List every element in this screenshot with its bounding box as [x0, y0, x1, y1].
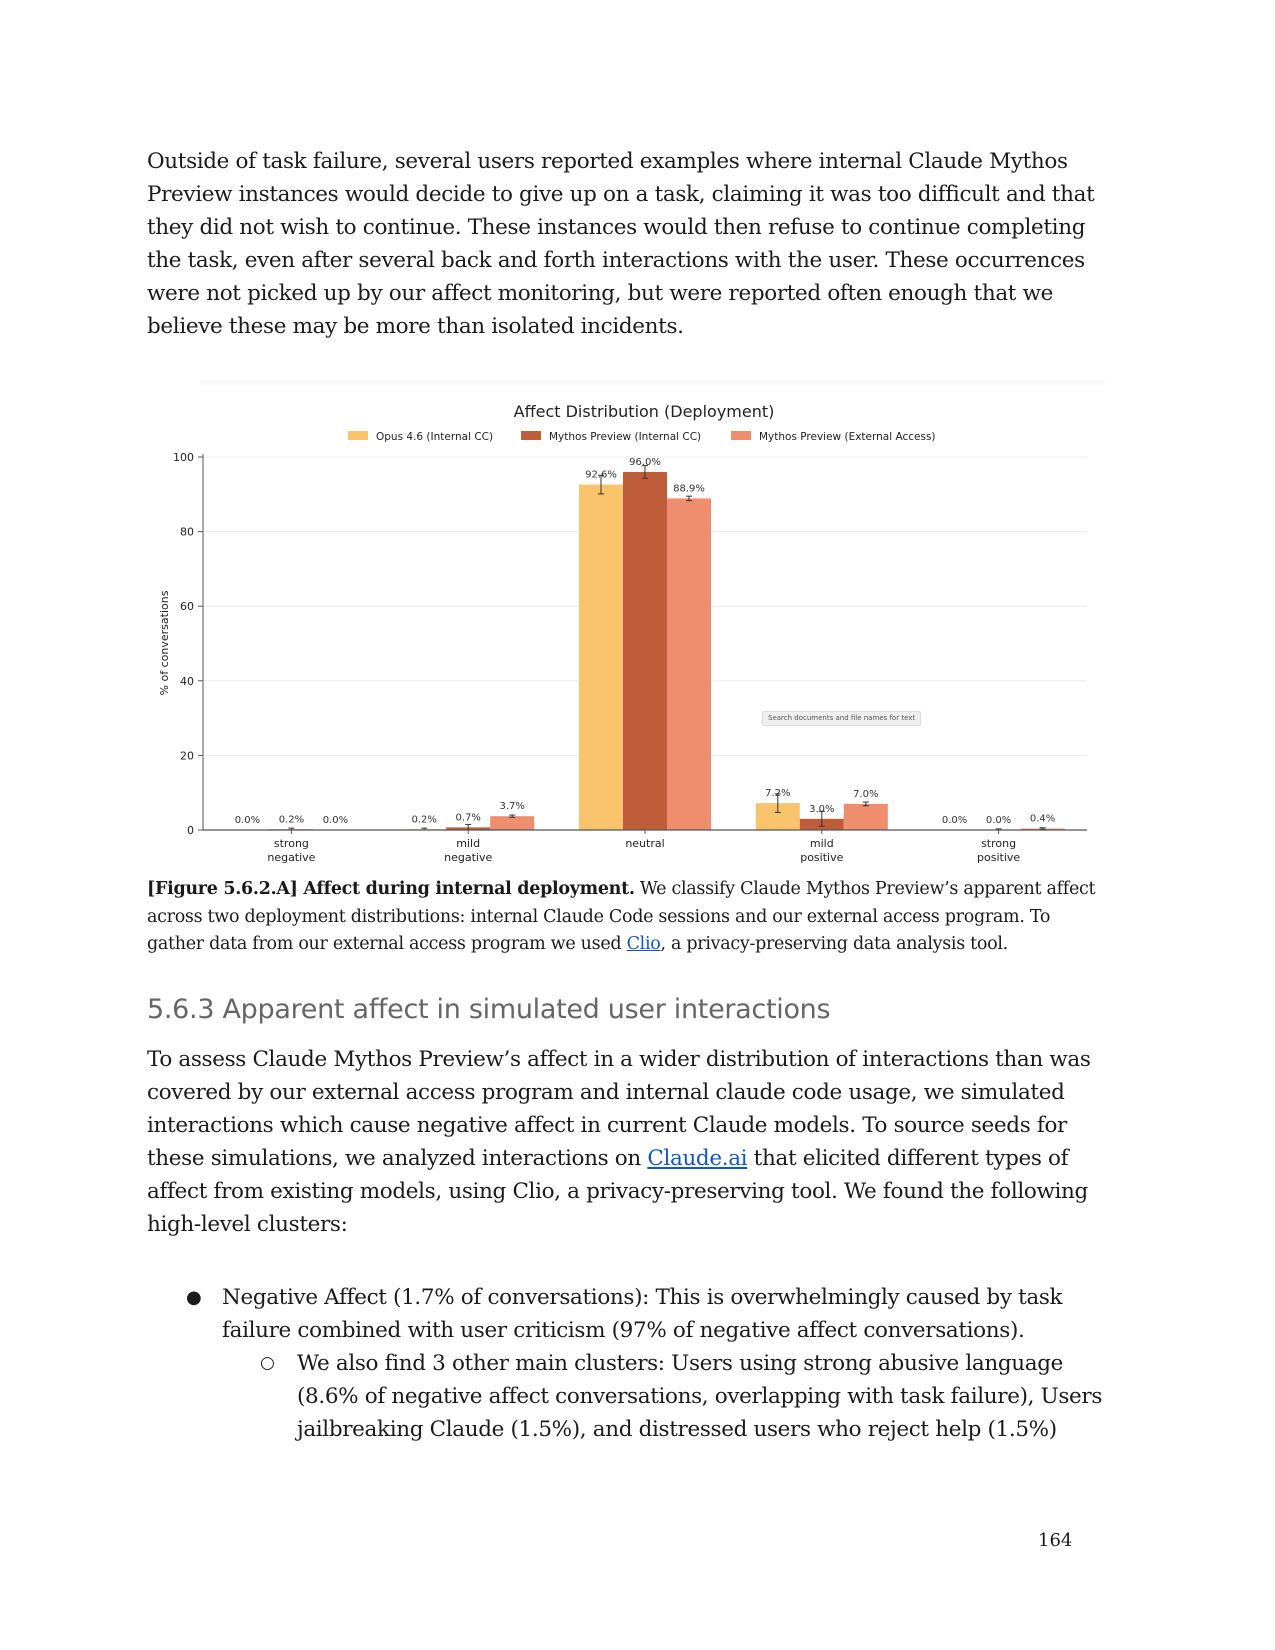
y-tick-label: 100: [173, 451, 194, 464]
claude-ai-link[interactable]: Claude.ai: [647, 1146, 748, 1171]
data-label: 3.7%: [499, 801, 525, 813]
data-label: 92.6%: [585, 469, 617, 481]
search-tooltip: Search documents and file names for text: [762, 711, 921, 726]
x-tick-label: positive: [800, 851, 844, 864]
legend-label: Mythos Preview (Internal CC): [549, 431, 702, 443]
y-tick-label: 80: [180, 525, 194, 539]
caption-label: [Figure 5.6.2.A] Affect during internal deployment.: [147, 879, 635, 899]
section-intro-text: To assess Claude Mythos Preview’s affect in a wider distribution of interactions than was covered by our external access program and internal claude code usage, we simulated interactions which cause negative affect in current Claude models. To source seeds for these simulations, we analyzed interactions on: [147, 1047, 1091, 1171]
data-label: 96.0%: [629, 456, 661, 468]
x-tick-label: negative: [444, 851, 493, 864]
section-intro-text-end: that elicited different types of affect from existing models, using Clio, a privacy-preserving tool. We found the following high-level clusters:: [147, 1146, 1088, 1237]
x-tick-label: strong: [273, 837, 309, 850]
x-tick-label: mild: [456, 837, 481, 850]
clio-link[interactable]: Clio: [626, 934, 661, 954]
figure-caption: [147, 876, 1107, 959]
bar: [490, 816, 534, 830]
y-tick-label: 60: [180, 600, 194, 614]
data-label: 3.0%: [809, 803, 835, 815]
y-axis-label: % of conversations: [158, 590, 171, 696]
section-intro-paragraph: [147, 1043, 1107, 1241]
x-tick-label: positive: [977, 851, 1021, 864]
data-label: 0.0%: [985, 815, 1012, 826]
data-label: 7.0%: [853, 788, 879, 800]
data-label: 0.0%: [234, 815, 261, 826]
list-item-text: We also find 3 other main clusters: Users using strong abusive language (8.6% of negative affect conversations, overlapping with task failure), Users jailbreaking Claude (1.5%), and distressed users who reject help (1.5%): [297, 1351, 1103, 1442]
bar: [579, 485, 623, 830]
data-label: 88.9%: [673, 483, 705, 495]
bullet-hollow-icon: ○: [260, 1353, 275, 1373]
caption-text: We classify Claude Mythos Preview’s apparent affect across two deployment distributions: internal Claude Code sessions and our external access program. To gather data from our external access program we used: [147, 879, 1096, 954]
y-tick-label: 40: [180, 674, 194, 688]
x-tick-label: strong: [981, 837, 1017, 850]
bar: [623, 472, 667, 830]
data-label: 0.2%: [278, 814, 305, 826]
list-item-nested: [147, 1347, 1107, 1446]
cluster-list: [147, 1281, 1107, 1446]
section-heading: 5.6.3 Apparent affect in simulated user interactions: [147, 994, 831, 1025]
caption-text-end: , a privacy-preserving data analysis tool.: [660, 934, 1008, 954]
x-tick-label: mild: [809, 837, 834, 850]
data-label: 0.7%: [455, 812, 481, 824]
x-tick-label: neutral: [625, 837, 665, 850]
chart-legend: [348, 431, 936, 443]
x-axis: [203, 830, 1087, 864]
y-axis: [173, 451, 203, 837]
data-label: 0.0%: [322, 815, 349, 826]
legend-label: Opus 4.6 (Internal CC): [376, 431, 494, 443]
legend-swatch: [731, 431, 751, 440]
legend-swatch: [521, 431, 541, 440]
y-tick-label: 0: [187, 824, 194, 837]
data-label: 0.2%: [411, 814, 437, 826]
list-item: [147, 1281, 1107, 1347]
y-tick-label: 20: [180, 749, 194, 763]
page-number: 164: [1038, 1530, 1073, 1551]
data-label: 7.2%: [765, 788, 791, 800]
data-label: 0.0%: [941, 815, 968, 826]
list-item-text: Negative Affect (1.7% of conversations): This is overwhelmingly caused by task failure combined with user criticism (97% of negative affect conversations).: [222, 1285, 1063, 1343]
intro-paragraph: Outside of task failure, several users reported examples where internal Claude Mythos Preview instances would decide to give up on a task, claiming it was too difficult and that they did not wish to continue. These instances would then refuse to continue completing the task, even after several back and forth interactions with the user. These occurrences were not picked up by our affect monitoring, but were reported often enough that we believe these may be more than isolated incidents.: [147, 149, 1095, 339]
legend-swatch: [348, 431, 368, 440]
x-tick-label: negative: [267, 851, 316, 864]
bar: [844, 804, 888, 830]
bullet-filled-icon: ●: [186, 1287, 202, 1308]
bar: [667, 498, 711, 830]
chart-bars: [235, 457, 1065, 830]
chart-title: Affect Distribution (Deployment): [513, 402, 775, 421]
data-label: 0.4%: [1029, 813, 1056, 825]
legend-label: Mythos Preview (External Access): [759, 431, 936, 443]
